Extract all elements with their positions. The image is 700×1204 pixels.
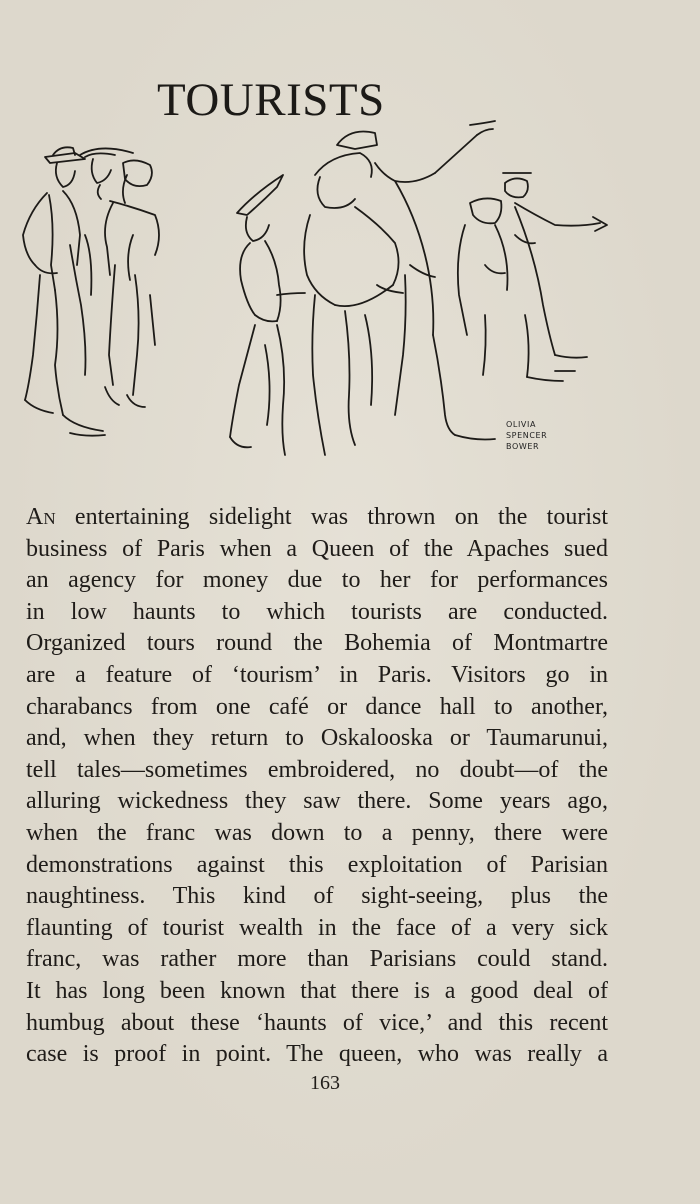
text-line: flaunting of tourist wealth in the face of a very sick <box>26 914 608 941</box>
right-group-figure <box>458 173 607 381</box>
text-line: and, when they return to Oskalooska or Taumarunui, <box>26 725 608 752</box>
central-couple-figure <box>304 121 495 455</box>
text-line: alluring wickedness they saw there. Some years ago, <box>26 788 608 815</box>
text-line: case is proof in point. The queen, who was really a <box>26 1041 608 1068</box>
signature-line: OLIVIA <box>506 420 537 429</box>
text-line-rest: entertaining sidelight was thrown on the tourist <box>55 504 608 530</box>
left-couple-figure <box>23 147 159 435</box>
text-line: Organized tours round the Bohemia of Montmartre <box>26 630 608 657</box>
text-line <box>26 502 608 534</box>
tourists-sketch-illustration <box>15 115 615 470</box>
text-line: charabancs from one café or dance hall to another, <box>26 693 608 720</box>
text-line: franc, was rather more than Parisians could stand. <box>26 946 608 973</box>
text-line: when the franc was down to a penny, there were <box>26 819 608 846</box>
signature-line: SPENCER <box>506 431 548 440</box>
text-line: naughtiness. This kind of sight-seeing, plus the <box>26 883 608 910</box>
drop-word: An <box>26 504 56 530</box>
text-line: demonstrations against this exploitation of Parisian <box>26 851 608 878</box>
signature-line: BOWER <box>506 442 540 451</box>
text-line: are a feature of ‘tourism’ in Paris. Visitors go in <box>26 661 608 688</box>
page-number: 163 <box>310 1072 340 1094</box>
text-line: business of Paris when a Queen of the Apaches sued <box>26 535 608 562</box>
chapter-title: TOURISTS <box>157 74 385 126</box>
text-line: an agency for money due to her for performances <box>26 567 608 594</box>
body-paragraph <box>26 502 608 1071</box>
text-line: humbug about these ‘haunts of vice,’ and this recent <box>26 1009 608 1036</box>
illustrator-signature <box>506 419 547 452</box>
text-line: It has long been known that there is a good deal of <box>26 977 608 1004</box>
text-line: in low haunts to which tourists are conducted. <box>26 598 608 625</box>
girl-figure <box>230 175 305 455</box>
text-line: tell tales—sometimes embroidered, no doubt—of the <box>26 756 608 783</box>
